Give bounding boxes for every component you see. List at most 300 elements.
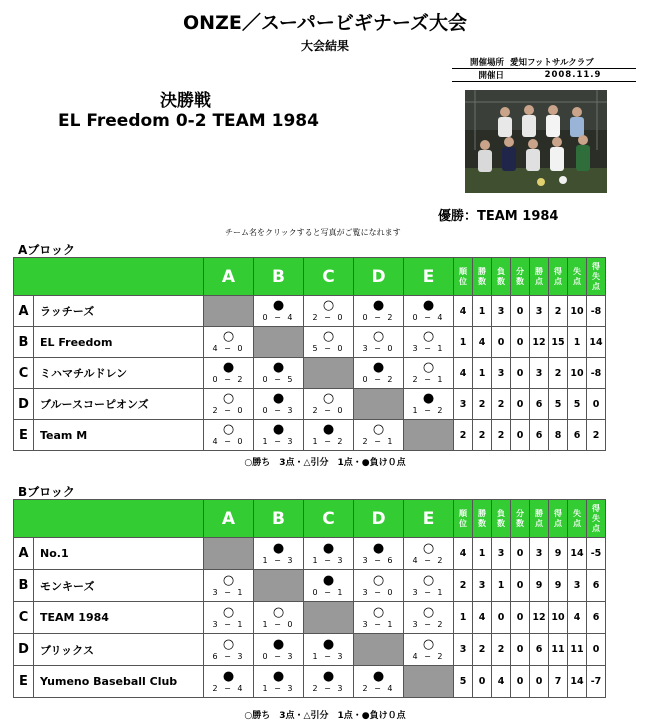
self-match-cell — [354, 634, 404, 666]
match-score: 6 − 3 — [212, 651, 245, 661]
stat-cell: 0 — [511, 602, 530, 634]
loss-icon: ● — [322, 572, 335, 588]
final-label: 決勝戦 — [160, 91, 211, 111]
self-match-cell — [204, 296, 254, 327]
stat-cell: 4 — [454, 296, 473, 327]
result-cell — [204, 602, 254, 634]
col-header-stat — [473, 500, 492, 538]
stat-cell: 4 — [473, 327, 492, 358]
self-match-cell — [354, 389, 404, 420]
col-header-stat-label: 勝点 — [535, 508, 543, 528]
col-header-opponent: A — [204, 500, 254, 538]
result-cell — [254, 538, 304, 570]
team-name-link[interactable]: ブリックス — [34, 634, 204, 666]
stat-cell: 3 — [492, 358, 511, 389]
self-match-cell — [204, 538, 254, 570]
match-score: 0 − 1 — [312, 587, 345, 597]
stat-cell: 8 — [549, 420, 568, 451]
page-title: ONZE／スーパービギナーズ大会 — [183, 12, 467, 34]
win-icon: ○ — [422, 329, 435, 344]
col-header-stat-label: 負数 — [497, 508, 505, 528]
win-icon: ○ — [322, 329, 335, 344]
result-cell — [404, 389, 454, 420]
win-icon: ○ — [222, 391, 235, 406]
block-b-table — [13, 499, 606, 698]
result-cell — [304, 634, 354, 666]
table-row — [14, 602, 606, 634]
match-score: 2 − 4 — [212, 683, 245, 693]
stat-cell: 6 — [530, 634, 549, 666]
row-letter: A — [14, 296, 34, 327]
stat-cell: 3 — [530, 296, 549, 327]
col-header-stat — [530, 500, 549, 538]
stat-cell: 4 — [454, 538, 473, 570]
stat-cell: 0 — [530, 666, 549, 698]
result-cell — [254, 602, 304, 634]
win-icon: ○ — [272, 604, 285, 620]
self-match-cell — [404, 666, 454, 698]
loss-icon: ● — [222, 668, 235, 684]
stat-cell: 0 — [587, 389, 606, 420]
col-header-stat — [454, 258, 473, 296]
stat-cell: 0 — [511, 420, 530, 451]
result-cell — [404, 358, 454, 389]
col-header-opponent: D — [354, 258, 404, 296]
result-cell — [304, 538, 354, 570]
stat-cell: 9 — [549, 538, 568, 570]
table-row — [14, 389, 606, 420]
venue-label: 開催場所 — [469, 58, 504, 68]
stat-cell: 0 — [511, 327, 530, 358]
col-header-opponent: E — [404, 500, 454, 538]
stat-cell: 2 — [549, 358, 568, 389]
loss-icon: ● — [272, 298, 285, 313]
loss-icon: ● — [422, 298, 435, 313]
col-header-stat — [511, 258, 530, 296]
stat-cell: 1 — [568, 327, 587, 358]
match-score: 4 − 2 — [412, 651, 445, 661]
win-icon: ○ — [222, 604, 235, 620]
self-match-cell — [254, 327, 304, 358]
stat-cell: 3 — [454, 634, 473, 666]
match-score: 3 − 1 — [212, 587, 245, 597]
team-name-link[interactable]: ラッチーズ — [34, 296, 204, 327]
stat-cell: 10 — [568, 296, 587, 327]
stat-cell: 4 — [492, 666, 511, 698]
date-value: 2008.11.9 — [544, 70, 602, 80]
stat-cell: 9 — [530, 570, 549, 602]
win-icon: ○ — [322, 298, 335, 313]
team-name-link[interactable]: ブルースコーピオンズ — [34, 389, 204, 420]
col-header-stat — [492, 258, 511, 296]
loss-icon: ● — [322, 422, 335, 437]
match-score: 1 − 2 — [412, 406, 445, 415]
loss-icon: ● — [372, 360, 385, 375]
table-row — [14, 634, 606, 666]
col-header-stat-label: 勝数 — [478, 266, 486, 286]
win-icon: ○ — [422, 360, 435, 375]
stat-cell: -7 — [587, 666, 606, 698]
stat-cell: 4 — [454, 358, 473, 389]
result-cell — [354, 327, 404, 358]
stat-cell: 3 — [492, 538, 511, 570]
col-header-opponent: C — [304, 258, 354, 296]
win-icon: ○ — [422, 572, 435, 588]
result-cell — [404, 570, 454, 602]
col-header-stat-label: 得点 — [554, 508, 562, 528]
team-name-link[interactable]: TEAM 1984 — [34, 602, 204, 634]
self-match-cell — [254, 570, 304, 602]
row-letter: E — [14, 666, 34, 698]
self-match-cell — [404, 420, 454, 451]
stat-cell: 2 — [473, 389, 492, 420]
stat-cell: -8 — [587, 358, 606, 389]
row-letter: E — [14, 420, 34, 451]
loss-icon: ● — [422, 391, 435, 406]
match-score: 4 − 0 — [212, 344, 245, 353]
result-cell — [354, 538, 404, 570]
result-cell — [354, 570, 404, 602]
block-b-legend: ○勝ち 3点・△引分 1点・●負け０点 — [244, 711, 406, 721]
win-icon: ○ — [372, 572, 385, 588]
stat-cell: 0 — [473, 666, 492, 698]
stat-cell: 2 — [473, 420, 492, 451]
venue-value: 愛知フットサルクラブ — [510, 58, 594, 68]
stat-cell: 4 — [473, 602, 492, 634]
match-score: 2 − 1 — [412, 375, 445, 384]
result-cell — [204, 358, 254, 389]
row-letter: B — [14, 327, 34, 358]
match-score: 2 − 0 — [312, 406, 345, 415]
stat-cell: 5 — [568, 389, 587, 420]
match-score: 1 − 2 — [312, 437, 345, 446]
match-score: 5 − 0 — [312, 344, 345, 353]
loss-icon: ● — [322, 668, 335, 684]
stat-cell: 6 — [587, 570, 606, 602]
col-header-stat — [568, 258, 587, 296]
result-cell — [304, 327, 354, 358]
block-a-title: Aブロック — [18, 243, 76, 257]
table-row — [14, 327, 606, 358]
stat-cell: 0 — [511, 634, 530, 666]
match-score: 0 − 5 — [262, 375, 295, 384]
result-cell — [404, 538, 454, 570]
match-score: 4 − 0 — [212, 437, 245, 446]
col-header-opponent: A — [204, 258, 254, 296]
team-name-link[interactable]: ミハマチルドレン — [34, 358, 204, 389]
team-name-link[interactable]: EL Freedom — [34, 327, 204, 358]
table-row — [14, 538, 606, 570]
table-row — [14, 358, 606, 389]
match-score: 0 − 3 — [262, 651, 295, 661]
col-header-opponent: C — [304, 500, 354, 538]
match-score: 0 − 4 — [262, 313, 295, 322]
match-score: 3 − 6 — [362, 555, 395, 565]
win-icon: ○ — [372, 422, 385, 437]
result-cell — [204, 666, 254, 698]
loss-icon: ● — [272, 360, 285, 375]
loss-icon: ● — [372, 540, 385, 556]
loss-icon: ● — [222, 360, 235, 375]
stat-cell: 11 — [568, 634, 587, 666]
match-score: 3 − 1 — [412, 344, 445, 353]
block-a-legend: ○勝ち 3点・△引分 1点・●負け０点 — [244, 458, 406, 468]
win-icon: ○ — [222, 636, 235, 652]
stat-cell: 6 — [530, 420, 549, 451]
result-cell — [304, 420, 354, 451]
col-header-stat-label: 失点 — [573, 508, 581, 528]
loss-icon: ● — [272, 391, 285, 406]
win-icon: ○ — [422, 540, 435, 556]
stat-cell: 6 — [568, 420, 587, 451]
result-cell — [254, 420, 304, 451]
final-score: EL Freedom 0-2 TEAM 1984 — [58, 111, 319, 131]
stat-cell: 12 — [530, 327, 549, 358]
table-row — [14, 420, 606, 451]
loss-icon: ● — [272, 668, 285, 684]
result-cell — [204, 420, 254, 451]
loss-icon: ● — [372, 298, 385, 313]
row-letter: C — [14, 358, 34, 389]
col-header-stat-label: 分数 — [516, 508, 524, 528]
result-cell — [304, 570, 354, 602]
stat-cell: 6 — [530, 389, 549, 420]
result-cell — [404, 634, 454, 666]
win-icon: ○ — [372, 329, 385, 344]
match-score: 3 − 0 — [362, 587, 395, 597]
self-match-cell — [304, 358, 354, 389]
match-score: 0 − 2 — [362, 313, 395, 322]
date-label: 開催日 — [478, 71, 504, 81]
stat-cell: 1 — [454, 602, 473, 634]
stat-cell: -8 — [587, 296, 606, 327]
stat-cell: 0 — [511, 296, 530, 327]
match-score: 3 − 2 — [412, 619, 445, 629]
stat-cell: 2 — [454, 570, 473, 602]
stat-cell: 14 — [587, 327, 606, 358]
result-cell — [204, 327, 254, 358]
win-icon: ○ — [322, 391, 335, 406]
col-header-stat — [511, 500, 530, 538]
match-score: 3 − 1 — [362, 619, 395, 629]
result-cell — [354, 420, 404, 451]
col-header-stat-label: 得失点 — [592, 261, 600, 291]
photo-note: チーム名をクリックすると写真がご覧になれます — [225, 228, 401, 237]
stat-cell: 2 — [492, 634, 511, 666]
match-score: 1 − 3 — [312, 651, 345, 661]
stat-cell: 1 — [492, 570, 511, 602]
stat-cell: 1 — [473, 296, 492, 327]
stat-cell: 0 — [492, 602, 511, 634]
col-header-opponent: E — [404, 258, 454, 296]
col-header-stat — [587, 258, 606, 296]
loss-icon: ● — [322, 636, 335, 652]
col-header-opponent: B — [254, 500, 304, 538]
loss-icon: ● — [272, 540, 285, 556]
result-cell — [204, 634, 254, 666]
stat-cell: 1 — [473, 358, 492, 389]
result-cell — [354, 602, 404, 634]
stat-cell: 7 — [549, 666, 568, 698]
result-cell — [204, 570, 254, 602]
result-cell — [254, 296, 304, 327]
stat-cell: 6 — [587, 602, 606, 634]
stat-cell: 0 — [511, 358, 530, 389]
col-header-opponent: B — [254, 258, 304, 296]
team-photo — [465, 90, 607, 193]
stat-cell: -5 — [587, 538, 606, 570]
stat-cell: 3 — [530, 358, 549, 389]
col-header-stat-label: 順位 — [459, 266, 467, 286]
result-cell — [304, 296, 354, 327]
win-icon: ○ — [222, 329, 235, 344]
page-subtitle: 大会結果 — [300, 39, 349, 53]
result-cell — [304, 389, 354, 420]
stat-cell: 4 — [568, 602, 587, 634]
match-score: 2 − 1 — [362, 437, 395, 446]
result-cell — [354, 666, 404, 698]
event-info — [452, 56, 636, 82]
stat-cell: 5 — [549, 389, 568, 420]
stat-cell: 11 — [549, 634, 568, 666]
match-score: 1 − 3 — [262, 437, 295, 446]
match-score: 0 − 2 — [212, 375, 245, 384]
row-letter: B — [14, 570, 34, 602]
block-b-title: Bブロック — [18, 485, 75, 499]
result-cell — [254, 358, 304, 389]
result-cell — [354, 358, 404, 389]
result-cell — [254, 666, 304, 698]
result-cell — [354, 296, 404, 327]
loss-icon: ● — [322, 540, 335, 556]
col-header-stat-label: 勝点 — [535, 266, 543, 286]
col-header-stat-label: 得失点 — [592, 503, 600, 533]
row-letter: A — [14, 538, 34, 570]
col-header-stat-label: 得点 — [554, 266, 562, 286]
stat-cell: 0 — [587, 634, 606, 666]
stat-cell: 5 — [454, 666, 473, 698]
loss-icon: ● — [372, 668, 385, 684]
table-row — [14, 570, 606, 602]
row-letter: C — [14, 602, 34, 634]
stat-cell: 10 — [549, 602, 568, 634]
stat-cell: 0 — [511, 570, 530, 602]
col-header-stat-label: 勝数 — [478, 508, 486, 528]
stat-cell: 0 — [492, 327, 511, 358]
match-score: 2 − 3 — [312, 683, 345, 693]
team-name-link[interactable]: Team M — [34, 420, 204, 451]
col-header-stat — [568, 500, 587, 538]
col-header-stat — [530, 258, 549, 296]
header-blank — [14, 258, 204, 296]
header-blank — [14, 500, 204, 538]
result-cell — [204, 389, 254, 420]
stat-cell: 2 — [549, 296, 568, 327]
stat-cell: 1 — [473, 538, 492, 570]
win-icon: ○ — [222, 422, 235, 437]
stat-cell: 14 — [568, 538, 587, 570]
stat-cell: 0 — [511, 389, 530, 420]
stat-cell: 2 — [473, 634, 492, 666]
table-row — [14, 666, 606, 698]
col-header-stat-label: 分数 — [516, 266, 524, 286]
team-name-link[interactable]: モンキーズ — [34, 570, 204, 602]
match-score: 0 − 4 — [412, 313, 445, 322]
stat-cell: 12 — [530, 602, 549, 634]
result-cell — [254, 634, 304, 666]
col-header-stat — [549, 258, 568, 296]
stat-cell: 3 — [530, 538, 549, 570]
stat-cell: 10 — [568, 358, 587, 389]
stat-cell: 1 — [454, 327, 473, 358]
result-cell — [404, 602, 454, 634]
self-match-cell — [304, 602, 354, 634]
match-score: 2 − 0 — [312, 313, 345, 322]
loss-icon: ● — [272, 422, 285, 437]
match-score: 1 − 3 — [262, 555, 295, 565]
match-score: 1 − 3 — [312, 555, 345, 565]
row-letter: D — [14, 389, 34, 420]
result-cell — [254, 389, 304, 420]
stat-cell: 2 — [454, 420, 473, 451]
match-score: 3 − 1 — [412, 587, 445, 597]
match-score: 0 − 2 — [362, 375, 395, 384]
stat-cell: 2 — [587, 420, 606, 451]
stat-cell: 3 — [492, 296, 511, 327]
row-letter: D — [14, 634, 34, 666]
col-header-stat — [492, 500, 511, 538]
match-score: 4 − 2 — [412, 555, 445, 565]
col-header-stat-label: 負数 — [497, 266, 505, 286]
block-a-table — [13, 257, 606, 451]
team-name-link[interactable]: Yumeno Baseball Club — [34, 666, 204, 698]
col-header-stat-label: 失点 — [573, 266, 581, 286]
match-score: 0 − 3 — [262, 406, 295, 415]
stat-cell: 2 — [492, 420, 511, 451]
win-icon: ○ — [422, 604, 435, 620]
col-header-stat-label: 順位 — [459, 508, 467, 528]
result-cell — [404, 296, 454, 327]
stat-cell: 3 — [454, 389, 473, 420]
stat-cell: 3 — [568, 570, 587, 602]
match-score: 3 − 1 — [212, 619, 245, 629]
match-score: 2 − 4 — [362, 683, 395, 693]
col-header-opponent: D — [354, 500, 404, 538]
match-score: 1 − 0 — [262, 619, 295, 629]
stat-cell: 2 — [492, 389, 511, 420]
col-header-stat — [587, 500, 606, 538]
col-header-stat — [473, 258, 492, 296]
match-score: 1 − 3 — [262, 683, 295, 693]
result-cell — [404, 327, 454, 358]
win-icon: ○ — [422, 636, 435, 652]
stat-cell: 15 — [549, 327, 568, 358]
col-header-stat — [454, 500, 473, 538]
stat-cell: 0 — [511, 538, 530, 570]
team-name-link[interactable]: No.1 — [34, 538, 204, 570]
win-icon: ○ — [222, 572, 235, 588]
match-score: 2 − 0 — [212, 406, 245, 415]
result-cell — [304, 666, 354, 698]
loss-icon: ● — [272, 636, 285, 652]
stat-cell: 3 — [473, 570, 492, 602]
col-header-stat — [549, 500, 568, 538]
winner-label: 優勝：TEAM 1984 — [438, 209, 559, 224]
match-score: 3 − 0 — [362, 344, 395, 353]
stat-cell: 14 — [568, 666, 587, 698]
stat-cell: 9 — [549, 570, 568, 602]
win-icon: ○ — [372, 604, 385, 620]
